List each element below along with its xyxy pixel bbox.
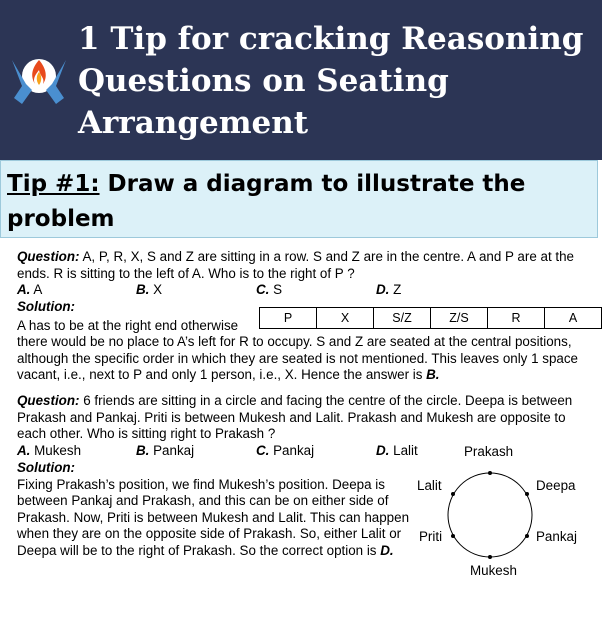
circle-top-right-label: Deepa: [536, 478, 576, 493]
question-1-label: Question:: [17, 249, 80, 264]
solution-1-text: there would be no place to A’s left for R to occupy. S and Z are seated at the central positions, although the specific order in which they are seated is not mentioned. This leaves only 1 space vacant, i.e., next to P and only 1 person, i.e., X. Hence the answer is B.: [17, 334, 579, 382]
flame-hands-logo: [8, 40, 70, 112]
answer-1: B.: [426, 367, 440, 382]
question-1-body: A, P, R, X, S and Z are sitting in a row. S and Z are in the centre. A and P are at the ends. R is sitting to the left of A. Who is to the right of P ?: [17, 249, 575, 281]
option-b: B. X: [136, 282, 163, 297]
option-a: A. A: [17, 282, 43, 297]
circle-bottom-left-label: Priti: [419, 529, 443, 544]
seat-1: P: [260, 308, 317, 329]
option-c: C. Pankaj: [256, 442, 315, 458]
seat-6: A: [545, 308, 602, 329]
option-a: A. Mukesh: [17, 442, 82, 458]
seat-2: X: [317, 308, 374, 329]
header-banner: [0, 0, 602, 160]
circle-bottom-label: Mukesh: [470, 563, 517, 578]
circle-bottom-right-label: Pankaj: [536, 529, 577, 544]
solution-2: [17, 460, 417, 559]
tip-bar: [0, 160, 598, 238]
circle-top-label: Prakash: [464, 444, 514, 459]
question-2-label: Question:: [17, 393, 80, 408]
question-2-text: [17, 393, 589, 443]
seating-circle: [405, 440, 600, 580]
question-1-text: [17, 249, 589, 282]
solution-1-line1: A has to be at the right end otherwise: [17, 318, 239, 333]
option-d: D. Lalit: [376, 442, 418, 458]
option-c: C. S: [256, 282, 283, 297]
option-d: D. Z: [376, 282, 402, 297]
option-b: B. Pankaj: [136, 442, 195, 458]
seat-5: R: [488, 308, 545, 329]
tip-text: Draw a diagram to illustrate the problem: [7, 171, 526, 232]
seat-4: Z/S: [431, 308, 488, 329]
seating-circle-diagram: [405, 440, 600, 580]
answer-2: D.: [380, 542, 394, 558]
solution-2-text: Fixing Prakash’s position, we find Mukesh’s position. Deepa is between Pankaj and Prakash, and this can be on either side of Prakash. Now, Priti is between Mukesh and Lalit. This can happen when they are on the opposite side of Prakash. So, either Lalit or Deepa will be to the right of Prakash. So the correct option is D.: [17, 476, 410, 558]
solution-2-label: Solution:: [17, 460, 76, 475]
question-1-options: [17, 282, 589, 299]
tip-label: Tip #1:: [7, 171, 100, 197]
tip-heading: [7, 167, 592, 237]
circle-top-left-label: Lalit: [417, 478, 442, 493]
page-title: 1 Tip for cracking Reasoning Questions on Seating Arrangement: [78, 21, 584, 141]
question-1: [17, 249, 589, 315]
seat-3: S/Z: [374, 308, 431, 329]
solution-1-label: Solution:: [17, 298, 76, 314]
question-2-body: 6 friends are sitting in a circle and facing the centre of the circle. Deepa is between Prakash and Pankaj. Priti is between Mukesh and Lalit. Prakash and Mukesh are opposite to each other. Who is sitting right to Prakash ?: [17, 393, 573, 441]
seating-row-table: [259, 307, 602, 329]
